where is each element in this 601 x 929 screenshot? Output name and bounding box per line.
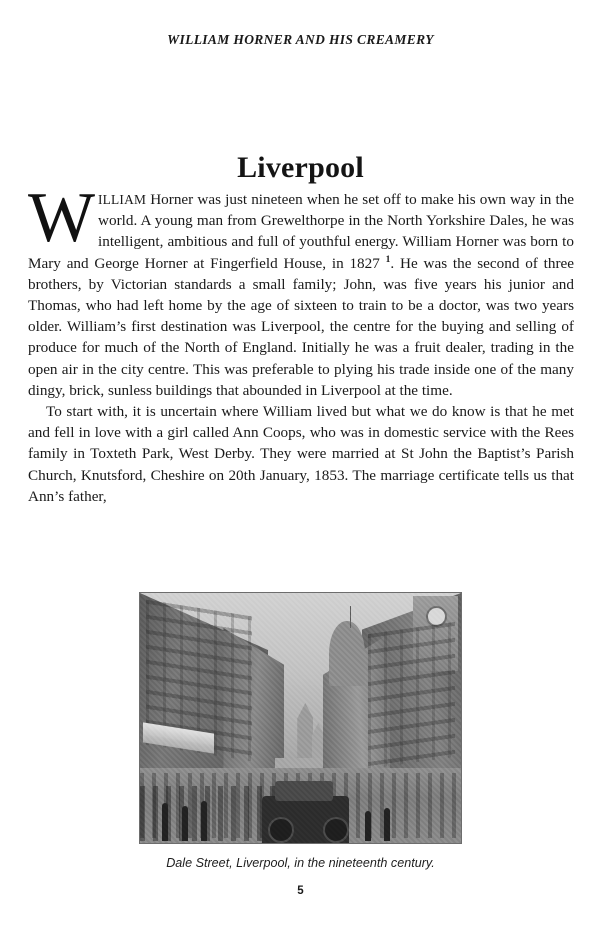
- paragraph-1-text-after-footnote: . He was the second of three brothers, by Victorian standards a small family; John, was five years his junior and Thomas, who had left home by the age of sixteen to train to be a doctor, was two years older. William’s first destination was Liverpool, the centre for the buying and selling of produce for much of the North of England. Initially he was a fruit dealer, trading in the open air in the city centre. This was preferable to plying his trade inside one of the many dingy, brick, sunless buildings that abounded in Liverpool at the time.: [28, 254, 575, 399]
- photograph: [139, 592, 462, 844]
- paragraph-1-text-before-footnote: Horner was just nineteen when he set off to make his own way in the world. A young man from Grewelthorpe in the North Yorkshire Dales, he was intelligent, ambitious and full of youthful energy. William Horner was born to Mary and George Horner at Fingerfield House, in 1827: [28, 191, 574, 272]
- figure-dale-street: [139, 592, 462, 844]
- page-number: 5: [297, 885, 304, 897]
- footnote-marker[interactable]: 1: [385, 254, 391, 265]
- photo-grain-overlay: [140, 593, 461, 843]
- figure-caption: Dale Street, Liverpool, in the nineteenth century.: [166, 856, 435, 870]
- paragraph-2: To start with, it is uncertain where William lived but what we do know is that he met and fell in love with a girl called Ann Coops, who was in domestic service with the Rees family in Toxteth Park, West Derby. They were married at St John the Baptist’s Parish Church, Knutsford, Cheshire on 20th January, 1853. The marriage certificate tells us that Ann’s father,: [28, 403, 574, 505]
- paragraph-1: [28, 179, 575, 401]
- drop-cap: W: [28, 179, 96, 257]
- body-text: [28, 179, 575, 507]
- running-head: WILLIAM HORNER AND HIS CREAMERY: [167, 32, 434, 47]
- opening-small-caps: ILLIAM: [98, 192, 147, 207]
- page-title: Liverpool: [237, 151, 364, 185]
